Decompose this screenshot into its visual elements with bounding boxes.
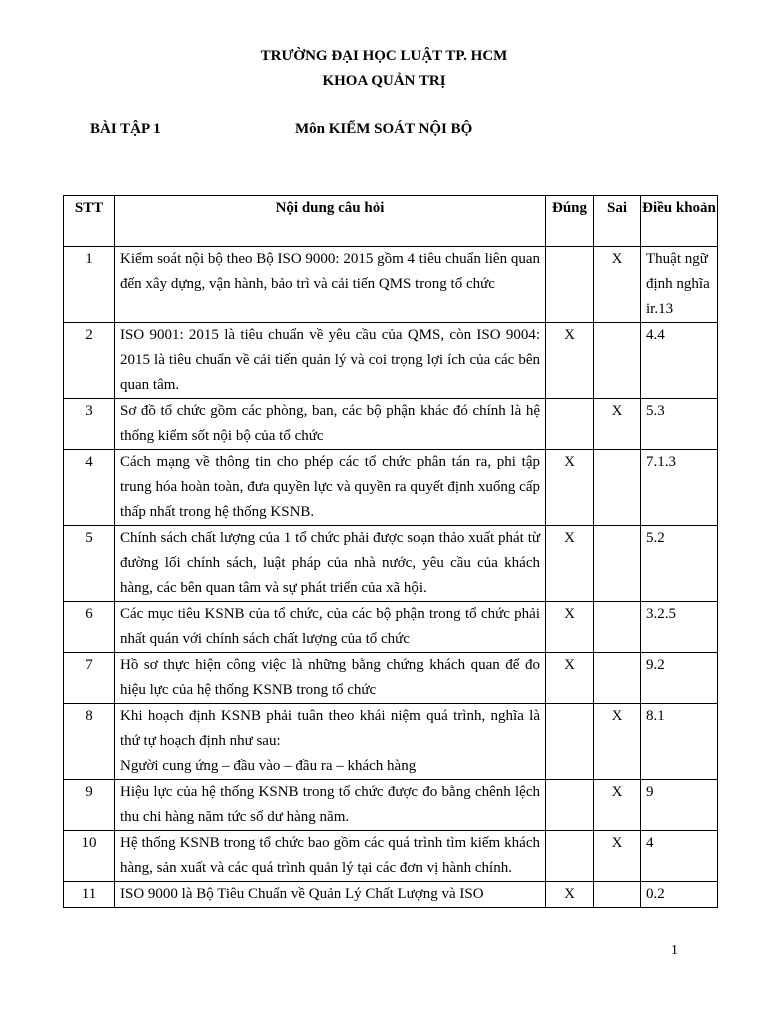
row-sai-mark: X <box>594 831 641 882</box>
row-question-line: Người cung ứng – đầu vào – đầu ra – khách hàng <box>120 758 417 774</box>
row-clause: 8.1 <box>641 704 718 780</box>
row-sai-mark: X <box>594 780 641 831</box>
row-sai-mark: X <box>594 247 641 323</box>
table-row <box>64 831 718 882</box>
row-clause: 9 <box>641 780 718 831</box>
row-question: ISO 9001: 2015 là tiêu chuẩn về yêu cầu của QMS, còn ISO 9004: 2015 là tiêu chuẩn về cải tiến quản lý và coi trọng lợi ích của các bên quan tâm. <box>115 323 546 399</box>
row-stt: 3 <box>64 399 115 450</box>
row-stt: 2 <box>64 323 115 399</box>
row-question: Hồ sơ thực hiện công việc là những bằng chứng khách quan để đo hiệu lực của hệ thống KSNB trong tổ chức <box>115 653 546 704</box>
row-question-line: Khi hoạch định KSNB phải tuân theo khái niệm quá trình, nghĩa là thứ tự hoạch định như sau: <box>120 708 540 749</box>
row-question: ISO 9000 là Bộ Tiêu Chuẩn về Quản Lý Chất Lượng và ISO <box>115 882 546 908</box>
row-sai-mark <box>594 602 641 653</box>
col-header-dung: Đúng <box>546 196 594 247</box>
row-sai-mark: X <box>594 399 641 450</box>
row-clause: 5.2 <box>641 526 718 602</box>
row-question: Hiệu lực của hệ thống KSNB trong tổ chức được đo bằng chênh lệch thu chi hàng năm tức số dư hàng năm. <box>115 780 546 831</box>
row-dung-mark <box>546 831 594 882</box>
page-number: 1 <box>671 943 678 958</box>
col-header-clause: Điều khoản <box>641 196 718 247</box>
row-clause: 3.2.5 <box>641 602 718 653</box>
row-clause: 9.2 <box>641 653 718 704</box>
row-stt: 5 <box>64 526 115 602</box>
col-header-sai: Sai <box>594 196 641 247</box>
row-clause: Thuật ngữ định nghĩa ir.13 <box>641 247 718 323</box>
table-row <box>64 399 718 450</box>
row-stt: 9 <box>64 780 115 831</box>
row-stt: 7 <box>64 653 115 704</box>
table-row <box>64 247 718 323</box>
row-sai-mark <box>594 526 641 602</box>
row-sai-mark <box>594 653 641 704</box>
row-dung-mark: X <box>546 526 594 602</box>
row-clause: 4 <box>641 831 718 882</box>
table-row <box>64 780 718 831</box>
row-stt: 4 <box>64 450 115 526</box>
row-sai-mark <box>594 882 641 908</box>
row-clause: 7.1.3 <box>641 450 718 526</box>
row-dung-mark <box>546 780 594 831</box>
subject-title: Môn KIỂM SOÁT NỘI BỘ <box>295 121 473 137</box>
row-question <box>115 704 546 780</box>
school-name: TRƯỜNG ĐẠI HỌC LUẬT TP. HCM <box>260 48 508 64</box>
table-row <box>64 450 718 526</box>
row-question: Cách mạng về thông tin cho phép các tổ chức phân tán ra, phi tập trung hóa hoàn toàn, đưa quyền lực và quyền ra quyết định xuống cấp thấp nhất trong hệ thống KSNB. <box>115 450 546 526</box>
row-question: Sơ đồ tổ chức gồm các phòng, ban, các bộ phận khác đó chính là hệ thống kiểm sốt nội bộ của tổ chức <box>115 399 546 450</box>
faculty-name: KHOA QUẢN TRỊ <box>322 73 446 89</box>
assignment-title: BÀI TẬP 1 <box>90 121 161 137</box>
row-stt: 6 <box>64 602 115 653</box>
table-row <box>64 704 718 780</box>
table-row <box>64 526 718 602</box>
col-header-question: Nội dung câu hỏi <box>115 196 546 247</box>
question-table <box>63 195 718 908</box>
row-question: Hệ thống KSNB trong tổ chức bao gồm các quá trình tìm kiếm khách hàng, sản xuất và các quá trình quản lý tại các đơn vị hành chính. <box>115 831 546 882</box>
row-sai-mark <box>594 323 641 399</box>
table-row <box>64 882 718 908</box>
row-clause: 4.4 <box>641 323 718 399</box>
row-dung-mark: X <box>546 882 594 908</box>
row-dung-mark: X <box>546 450 594 526</box>
row-dung-mark: X <box>546 653 594 704</box>
table-row <box>64 323 718 399</box>
row-dung-mark: X <box>546 602 594 653</box>
row-question: Chính sách chất lượng của 1 tổ chức phải được soạn thảo xuất phát từ đường lối chính sách, luật pháp của nhà nước, yêu cầu của khách hàng, các bên quan tâm và sự phát triển của xã hội. <box>115 526 546 602</box>
row-dung-mark: X <box>546 323 594 399</box>
row-sai-mark: X <box>594 704 641 780</box>
col-header-stt: STT <box>64 196 115 247</box>
row-stt: 8 <box>64 704 115 780</box>
table-row <box>64 653 718 704</box>
row-stt: 1 <box>64 247 115 323</box>
row-clause: 0.2 <box>641 882 718 908</box>
row-dung-mark <box>546 247 594 323</box>
row-dung-mark <box>546 399 594 450</box>
row-sai-mark <box>594 450 641 526</box>
row-stt: 11 <box>64 882 115 908</box>
row-dung-mark <box>546 704 594 780</box>
row-question: Các mục tiêu KSNB của tổ chức, của các bộ phận trong tổ chức phải nhất quán với chính sách chất lượng của tổ chức <box>115 602 546 653</box>
table-row <box>64 602 718 653</box>
table-header-row <box>64 196 718 247</box>
row-question: Kiểm soát nội bộ theo Bộ ISO 9000: 2015 gồm 4 tiêu chuẩn liên quan đến xây dựng, vận hành, bảo trì và cải tiến QMS trong tổ chức <box>115 247 546 323</box>
row-clause: 5.3 <box>641 399 718 450</box>
row-stt: 10 <box>64 831 115 882</box>
